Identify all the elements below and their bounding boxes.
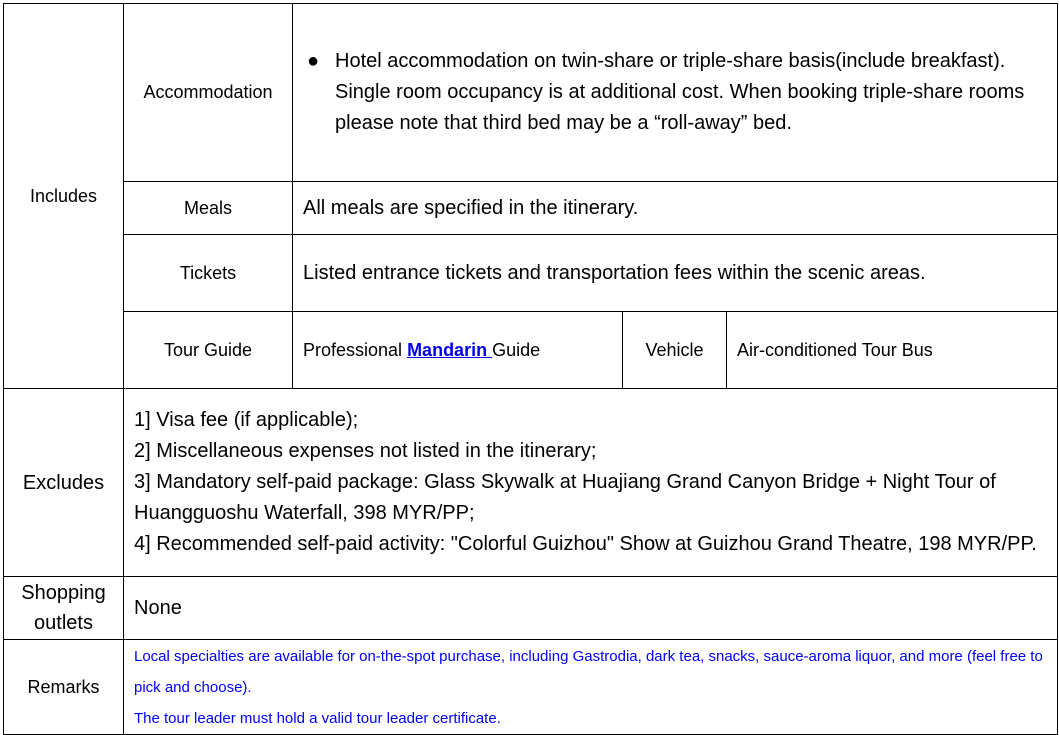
list-item: 1] Visa fee (if applicable); (134, 409, 359, 431)
accommodation-row (4, 4, 1058, 182)
accommodation-bullet-item (293, 46, 1057, 139)
vehicle-text: Air-conditioned Tour Bus (727, 312, 1058, 389)
tickets-row (4, 235, 1058, 312)
meals-text: All meals are specified in the itinerary. (293, 182, 1058, 235)
accommodation-text: Hotel accommodation on twin-share or triple-share basis(include breakfast). Single room occupancy is at additional cost. When booking triple-share rooms please note that third bed may be a “roll-away” bed. (335, 50, 1025, 134)
tour-guide-suffix: Guide (492, 339, 541, 360)
tour-guide-label: Tour Guide (124, 312, 293, 389)
list-item: 3] Mandatory self-paid package: Glass Skywalk at Huajiang Grand Canyon Bridge + Night Tour of Huangguoshu Waterfall, 398 MYR/PP; (134, 471, 996, 524)
remarks-row (4, 640, 1058, 735)
list-item: 2] Miscellaneous expenses not listed in the itinerary; (134, 440, 597, 462)
tour-terms-table (3, 3, 1058, 735)
bullet-icon: ● (307, 50, 320, 72)
vehicle-label: Vehicle (623, 312, 727, 389)
accommodation-label: Accommodation (124, 4, 293, 182)
meals-label: Meals (124, 182, 293, 235)
shopping-row (4, 577, 1058, 640)
remarks-line: Local specialties are available for on-the-spot purchase, including Gastrodia, dark tea, snacks, sauce-aroma liquor, and more (feel free to pick and choose). (134, 647, 1043, 696)
tour-guide-row (4, 312, 1058, 389)
remarks-cell (124, 640, 1058, 735)
tickets-text: Listed entrance tickets and transportation fees within the scenic areas. (293, 235, 1058, 312)
excludes-label: Excludes (4, 389, 124, 577)
remarks-label: Remarks (4, 640, 124, 735)
tickets-label: Tickets (124, 235, 293, 312)
excludes-row (4, 389, 1058, 577)
meals-row (4, 182, 1058, 235)
tour-guide-prefix: Professional (303, 339, 408, 360)
accommodation-cell (293, 4, 1058, 182)
mandarin-link[interactable]: Mandarin (407, 339, 493, 360)
includes-label: Includes (4, 4, 124, 389)
excludes-list (124, 389, 1058, 577)
remarks-line: The tour leader must hold a valid tour leader certificate. (134, 709, 501, 727)
tour-guide-value (293, 312, 623, 389)
shopping-label: Shopping outlets (4, 577, 124, 640)
list-item: 4] Recommended self-paid activity: "Colorful Guizhou" Show at Guizhou Grand Theatre, 198 MYR/PP. (134, 533, 1037, 555)
shopping-text: None (124, 577, 1058, 640)
